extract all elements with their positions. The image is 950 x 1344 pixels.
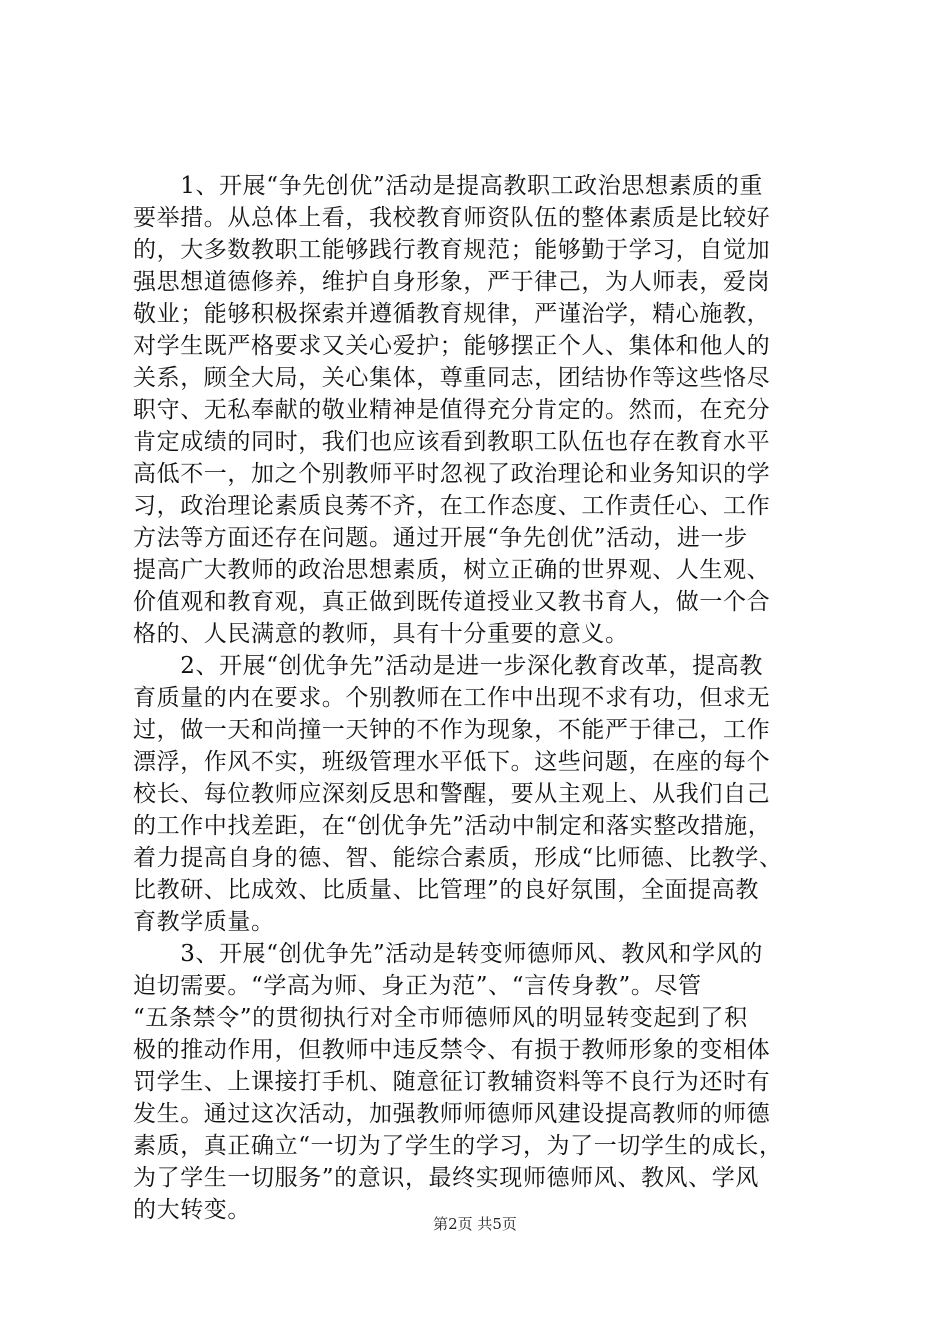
text-line: 高低不一，加之个别教师平时忽视了政治理论和业务知识的学 [133, 461, 771, 487]
text-line: 价值观和教育观，真正做到既传道授业又教书育人，做一个合 [133, 589, 771, 615]
text-line: 育教学质量。 [133, 909, 275, 935]
page-number-footer: 第2页 共5页 [433, 1215, 517, 1233]
text-line: 为了学生一切服务”的意识，最终实现师德师风、教风、学风 [133, 1165, 759, 1191]
text-line: 职守、无私奉献的敬业精神是值得充分肯定的。然而，在充分 [133, 397, 771, 423]
text-line: “五条禁令”的贯彻执行对全市师德师风的明显转变起到了积 [133, 1005, 748, 1031]
text-line: 发生。通过这次活动，加强教师师德师风建设提高教师的师德 [133, 1101, 771, 1127]
text-line: 关系，顾全大局，关心集体，尊重同志，团结协作等这些恪尽 [133, 365, 771, 391]
text-line: 校长、每位教师应深刻反思和警醒，要从主观上、从我们自己 [133, 781, 771, 807]
text-line: 的工作中找差距，在“创优争先”活动中制定和落实整改措施， [133, 813, 772, 839]
text-line: 对学生既严格要求又关心爱护；能够摆正个人、集体和他人的 [133, 333, 771, 359]
text-line: 罚学生、上课接打手机、随意征订教辅资料等不良行为还时有 [133, 1069, 771, 1095]
text-line: 极的推动作用，但教师中违反禁令、有损于教师形象的变相体 [133, 1037, 771, 1063]
body-text [133, 170, 829, 1226]
text-line: 提高广大教师的政治思想素质，树立正确的世界观、人生观、 [133, 557, 771, 583]
text-line: 3、开展“创优争先”活动是转变师德师风、教风和学风的 [133, 941, 763, 967]
text-line: 比教研、比成效、比质量、比管理”的良好氛围，全面提高教 [133, 877, 759, 903]
text-line: 习，政治理论素质良莠不齐，在工作态度、工作责任心、工作 [133, 493, 771, 519]
text-line: 方法等方面还存在问题。通过开展“争先创优”活动，进一步 [133, 525, 748, 551]
text-line: 敬业；能够积极探索并遵循教育规律，严谨治学，精心施教， [133, 301, 771, 327]
text-line: 肯定成绩的同时，我们也应该看到教职工队伍也存在教育水平 [133, 429, 771, 455]
text-line: 2、开展“创优争先”活动是进一步深化教育改革，提高教 [133, 653, 763, 679]
text-line: 格的、人民满意的教师，具有十分重要的意义。 [133, 621, 629, 647]
text-line: 迫切需要。“学高为师、身正为范”、“言传身教”。尽管 [133, 973, 702, 999]
text-line: 的，大多数教职工能够践行教育规范；能够勤于学习，自觉加 [133, 237, 771, 263]
text-line: 强思想道德修养，维护自身形象，严于律己，为人师表，爱岗 [133, 269, 771, 295]
text-line: 过，做一天和尚撞一天钟的不作为现象，不能严于律己，工作 [133, 717, 771, 743]
text-line: 的大转变。 [133, 1197, 251, 1223]
text-line: 要举措。从总体上看，我校教育师资队伍的整体素质是比较好 [133, 205, 771, 231]
text-line: 1、开展“争先创优”活动是提高教职工政治思想素质的重 [133, 173, 763, 199]
text-line: 漂浮，作风不实，班级管理水平低下。这些问题，在座的每个 [133, 749, 771, 775]
text-line: 素质，真正确立“一切为了学生的学习，为了一切学生的成长， [133, 1133, 783, 1159]
text-line: 着力提高自身的德、智、能综合素质，形成“比师德、比教学、 [133, 845, 783, 871]
text-line: 育质量的内在要求。个别教师在工作中出现不求有功，但求无 [133, 685, 771, 711]
